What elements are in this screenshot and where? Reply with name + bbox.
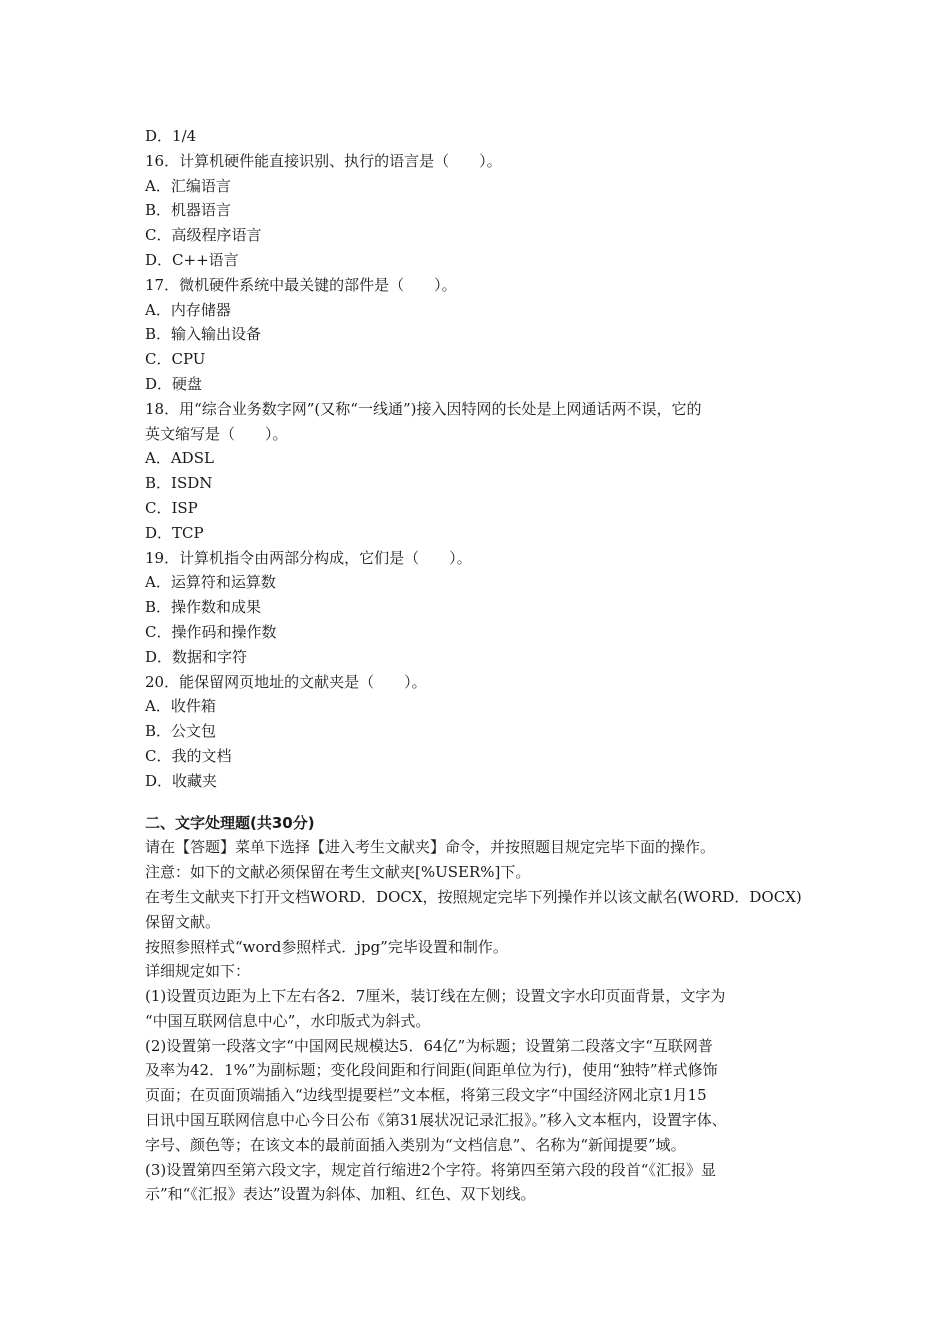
option-d: D．TCP [145, 523, 204, 542]
option-d: D．硬盘 [145, 374, 203, 393]
requirement-line: (1)设置页边距为上下左右各2．7厘米，装订线在左侧；设置文字水印页面背景，文字为 [145, 987, 726, 1006]
question-stem-line-2: 英文缩写是（ ）。 [145, 424, 288, 443]
document-page [145, 124, 815, 1207]
instruction-line: 按照参照样式“word参照样式．jpg”完毕设置和制作。 [145, 937, 508, 956]
requirement-line: 示”和“《汇报》表达”设置为斜体、加粗、红色、双下划线。 [145, 1185, 536, 1204]
question-stem: 16．计算机硬件能直接识别、执行的语言是（ ）。 [145, 151, 502, 170]
option-c: C．ISP [145, 498, 198, 517]
section-word-processing [145, 811, 815, 1208]
question-stem: 20．能保留网页地址的文献夹是（ ）。 [145, 672, 427, 691]
question-17 [145, 273, 815, 397]
option-b: B．ISDN [145, 474, 213, 493]
option-c: C．我的文档 [145, 746, 232, 765]
question-16 [145, 149, 815, 273]
requirement-line: 页面；在页面顶端插入“边线型提要栏”文本框，将第三段文字“中国经济网北京1月15 [145, 1086, 707, 1105]
option-b: B．输入输出设备 [145, 325, 262, 344]
option-c: C．高级程序语言 [145, 226, 262, 245]
option-d: D．数据和字符 [145, 647, 248, 666]
option-a: A．运算符和运算数 [145, 573, 276, 592]
option-a: A．收件箱 [145, 697, 216, 716]
option-d: D．收藏夹 [145, 771, 218, 790]
requirement-line: “中国互联网信息中心”，水印版式为斜式。 [145, 1011, 431, 1030]
option-b: B．操作数和成果 [145, 598, 262, 617]
option-d: D．C++语言 [145, 250, 239, 269]
instruction-line: 请在【答题】菜单下选择【进入考生文献夹】命令，并按照题目规定完毕下面的操作。 [145, 838, 716, 857]
question-18 [145, 397, 815, 546]
question-20 [145, 670, 815, 794]
question-stem-line-1: 18．用“综合业务数字网”(又称“一线通”)接入因特网的长处是上网通话两不误，它的 [145, 399, 702, 418]
instruction-line: 保留文献。 [145, 912, 221, 931]
section-title: 二、文字处理题(共30分) [145, 813, 315, 832]
question-stem: 17．微机硬件系统中最关键的部件是（ ）。 [145, 275, 457, 294]
option-c: C．CPU [145, 350, 206, 369]
option-b: B．机器语言 [145, 201, 232, 220]
option-a: A．内存储器 [145, 300, 231, 319]
instruction-line: 注意：如下的文献必须保留在考生文献夹[%USER%]下。 [145, 863, 531, 882]
requirement-line: (2)设置第一段落文字“中国网民规模达5．64亿”为标题；设置第二段落文字“互联网普 [145, 1036, 713, 1055]
requirement-line: 日讯中国互联网信息中心今日公布《第31展状况记录汇报》。”移入文本框内，设置字体、 [145, 1111, 727, 1130]
option-b: B．公文包 [145, 722, 217, 741]
option-a: A．ADSL [145, 449, 214, 468]
question-19 [145, 546, 815, 670]
instruction-line: 详细规定如下： [145, 962, 251, 981]
prev-option: D．1/4 [145, 127, 197, 145]
requirement-line: 字号、颜色等；在该文本的最前面插入类别为“文档信息”、名称为“新闻提要”域。 [145, 1135, 686, 1154]
option-a: A．汇编语言 [145, 176, 231, 195]
requirement-line: (3)设置第四至第六段文字，规定首行缩进2个字符。将第四至第六段的段首“《汇报》显 [145, 1160, 716, 1179]
option-c: C．操作码和操作数 [145, 622, 277, 641]
question-stem: 19．计算机指令由两部分构成，它们是（ ）。 [145, 548, 472, 567]
instruction-line: 在考生文献夹下打开文档WORD．DOCX，按照规定完毕下列操作并以该文献名(WORD．DOCX) [145, 887, 802, 906]
requirement-line: 及率为42．1%”为副标题；变化段间距和行间距(间距单位为行)，使用“独特”样式修饰 [145, 1061, 718, 1080]
